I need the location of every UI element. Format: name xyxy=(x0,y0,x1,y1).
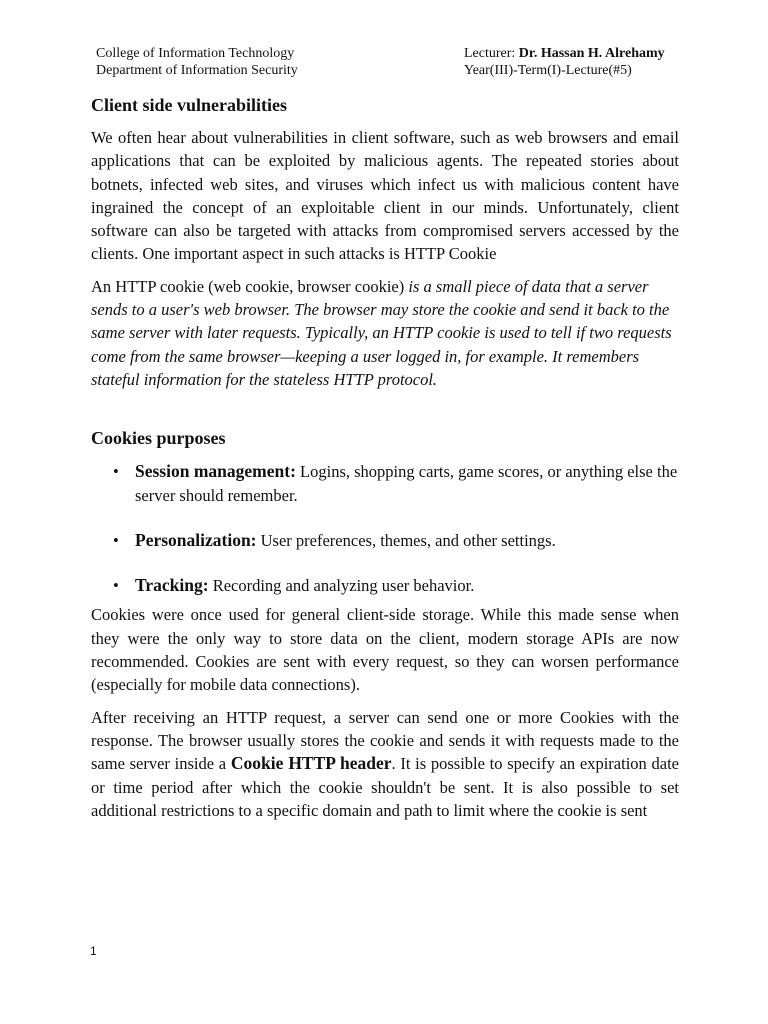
section-title-cookies-purposes: Cookies purposes xyxy=(91,428,226,449)
main-content xyxy=(91,93,679,831)
bullet-icon: • xyxy=(113,462,119,482)
lecturer-line xyxy=(464,45,665,62)
bullet-icon: • xyxy=(113,576,119,596)
lecturer-name: Dr. Hassan H. Alrehamy xyxy=(518,46,665,61)
purpose-text: Logins, shopping carts, game scores, or anything else the server should remember. xyxy=(135,462,678,505)
cookie-header-term: Cookie HTTP header xyxy=(230,753,392,774)
response-text-start: After receiving an HTTP request, a server can send one or more Cookies with the response. The browser usually stores the cookie and sends it with requests made to the same server inside a xyxy=(91,707,679,774)
college-name: College of Information Technology xyxy=(96,46,295,61)
storage-paragraph: Cookies were once used for general client-side storage. While this made sense when they were the only way to store data on the client, modern storage APIs are now recommended. Cookies are sent with every request, so they can worsen performance (especially for mobile data connections). xyxy=(91,605,679,695)
course-info: Year(III)-Term(I)-Lecture(#5) xyxy=(464,63,632,78)
purpose-text: Recording and analyzing user behavior. xyxy=(208,576,475,596)
bullet-icon: • xyxy=(113,530,119,550)
purpose-term: Tracking: xyxy=(135,575,209,596)
purposes-list xyxy=(91,460,679,597)
definition-lead: An HTTP cookie (web cookie, browser cookie) xyxy=(91,276,409,296)
department-name: Department of Information Security xyxy=(96,63,298,78)
list-item xyxy=(91,460,679,507)
definition-italic: is a small piece of data that a server sends to a user's web browser. The browser may store the cookie and send it back to the same server with later requests. Typically, an HTTP cookie is used to tell if two requests come from the same browser—keeping a user logged in, for example. It remembers stateful information for the stateless HTTP protocol. xyxy=(91,276,672,389)
list-item xyxy=(91,574,679,597)
page-number: 1 xyxy=(90,944,97,958)
lecturer-label: Lecturer: xyxy=(464,46,519,61)
purpose-term: Personalization: xyxy=(135,529,257,550)
cookie-definition-paragraph xyxy=(91,275,679,391)
header-right xyxy=(464,45,665,79)
purpose-text: User preferences, themes, and other settings. xyxy=(256,530,556,550)
response-paragraph xyxy=(91,706,679,822)
response-text-end: . It is possible to specify an expiration date or time period after which the cookie shouldn't be sent. It is also possible to set additional restrictions to a specific domain and path to limit where the cookie is sent xyxy=(91,754,680,820)
header-left xyxy=(96,45,298,79)
section-title-client-side: Client side vulnerabilities xyxy=(91,95,288,115)
list-item xyxy=(91,529,679,552)
purpose-term: Session management: xyxy=(135,461,296,482)
intro-paragraph: We often hear about vulnerabilities in client software, such as web browsers and email applications that can be exploited by malicious agents. The repeated stories about botnets, infected web sites, and viruses which infect us with malicious content have ingrained the concept of an exploitable client in our minds. Unfortunately, client software can also be targeted with attacks from compromised servers accessed by the clients. One important aspect in such attacks is HTTP Cookie xyxy=(91,128,679,264)
